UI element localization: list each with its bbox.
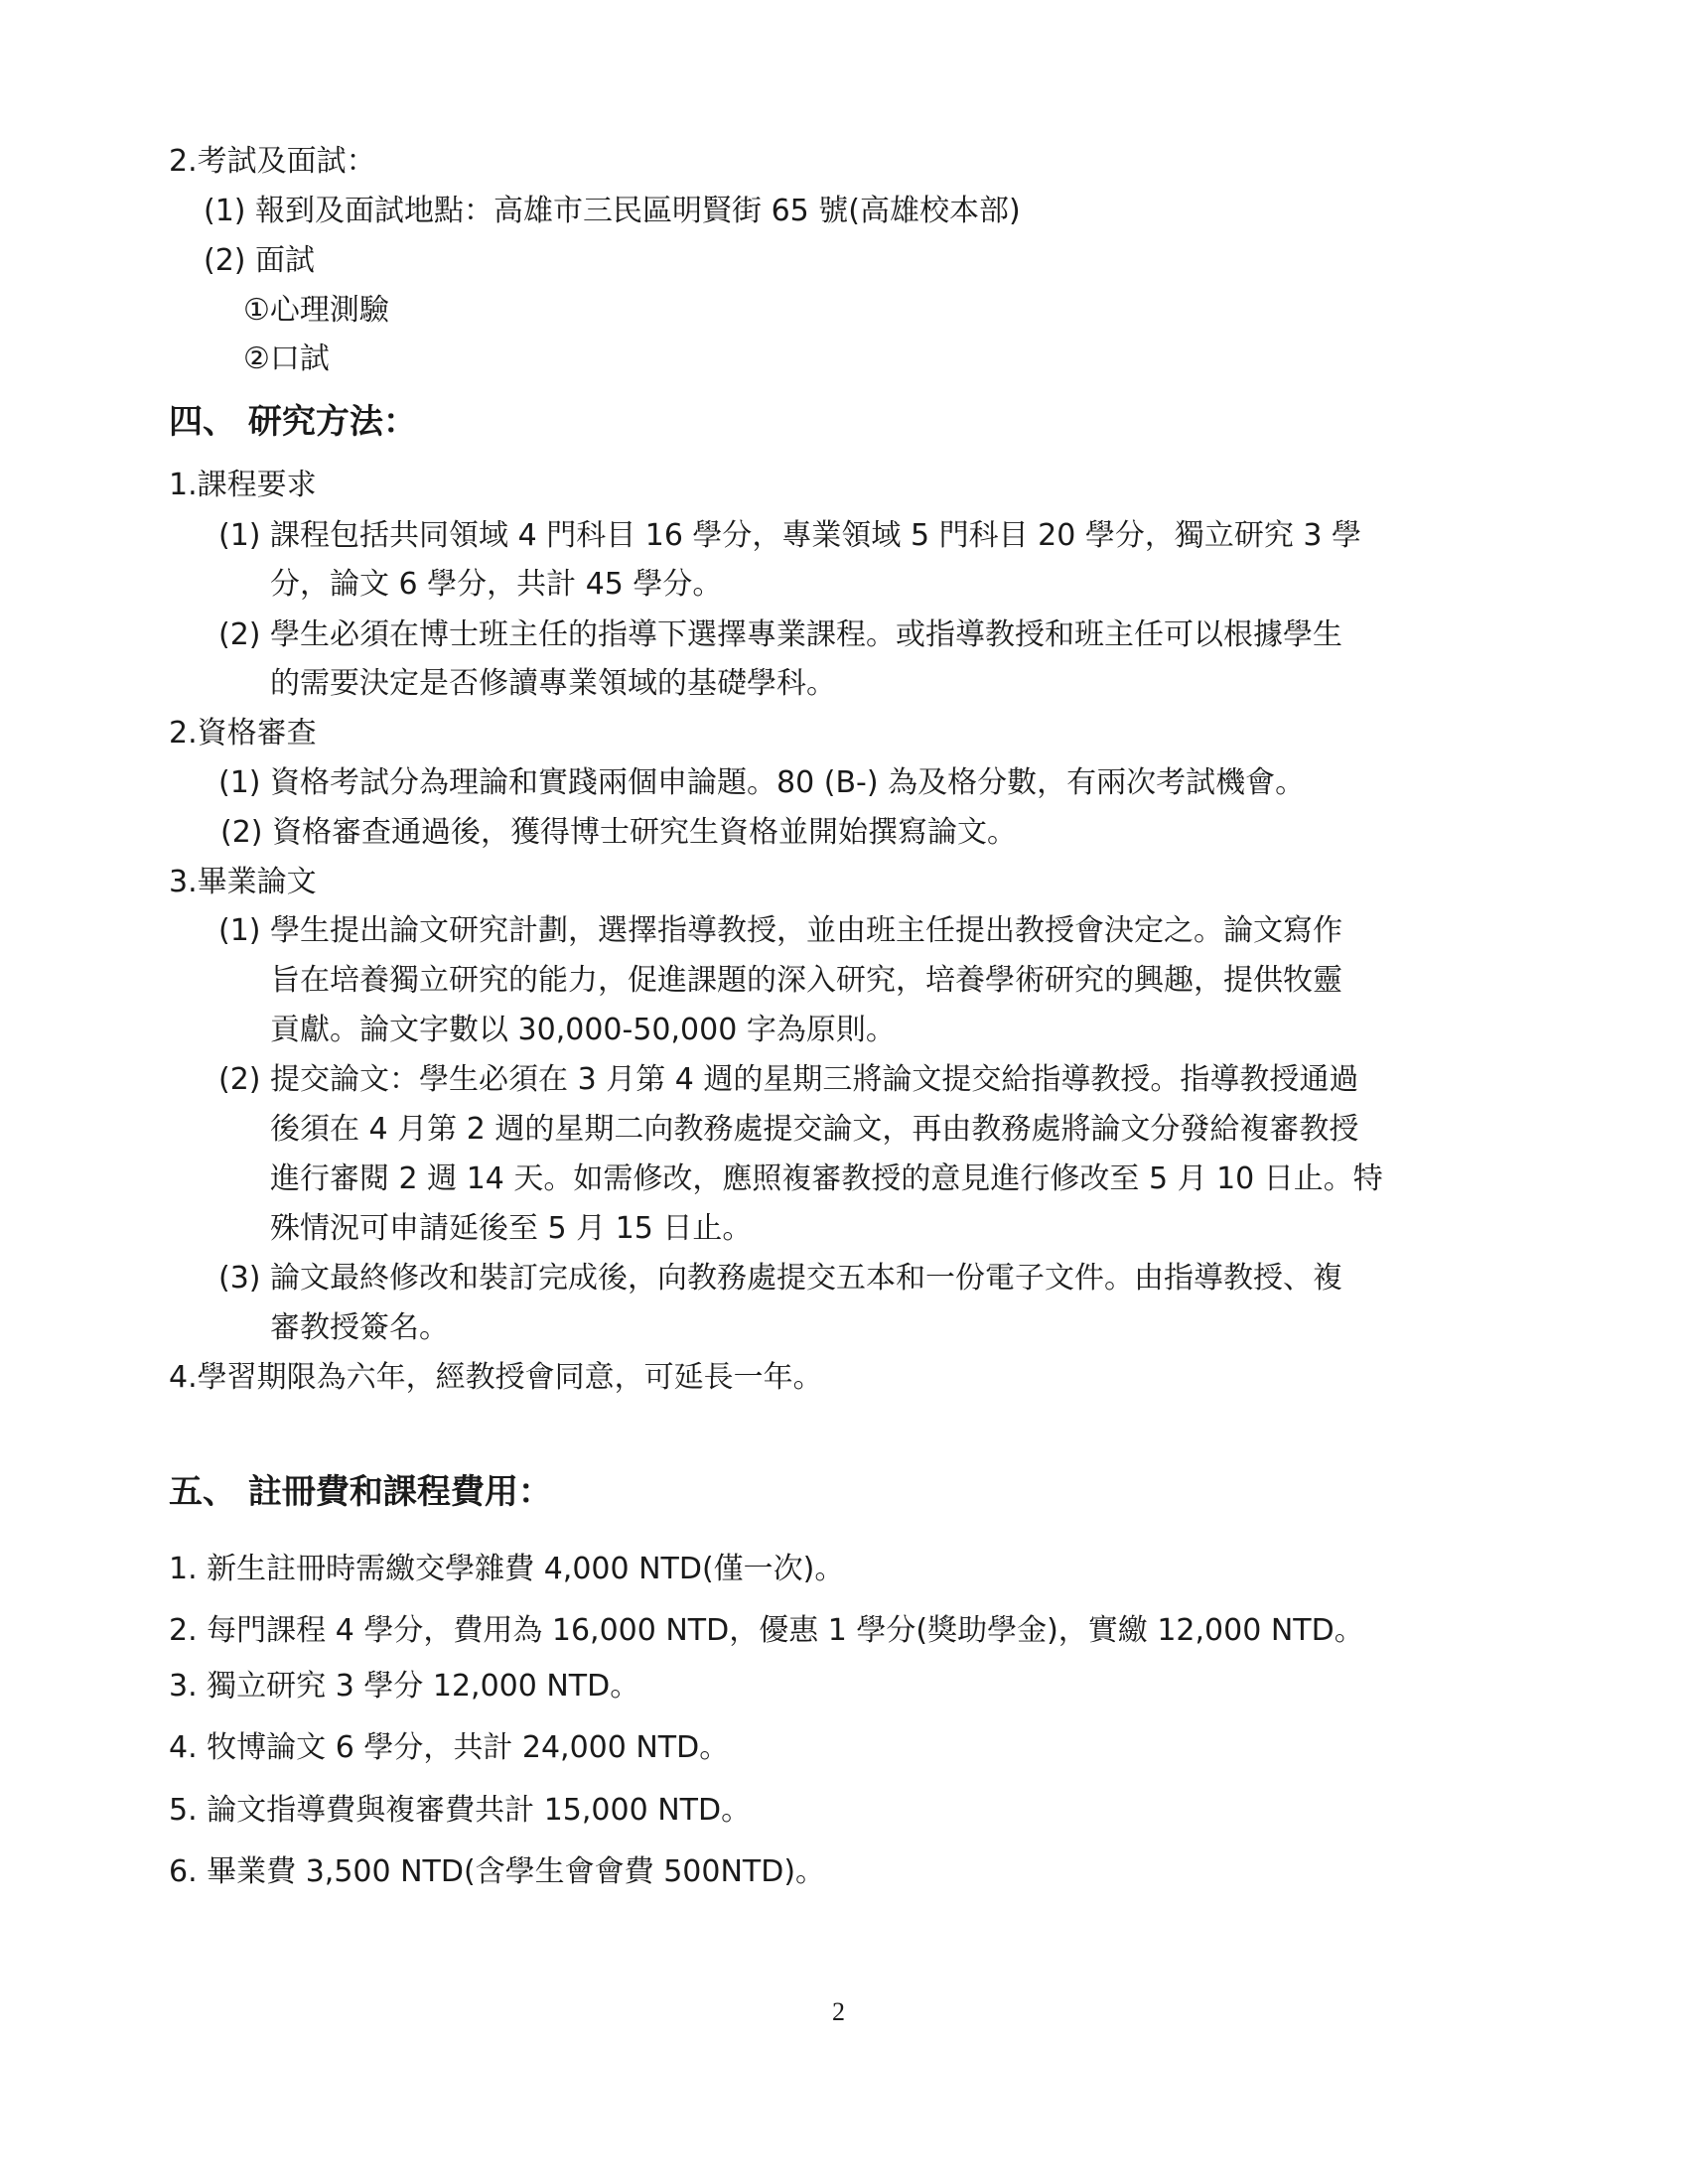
exam-location: (1) 報到及面試地點：高雄市三民區明賢街 65 號(高雄校本部) xyxy=(204,194,1021,228)
qualification-heading: 2.資格審查 xyxy=(169,716,317,751)
fee-item-2: 2. 每門課程 4 學分，費用為 16,000 NTD，優惠 1 學分(獎助學金)，實繳 12,000 NTD。 xyxy=(169,1613,1364,1648)
thesis-item-3-line-1: (3) 論文最終修改和裝訂完成後，向教務處提交五本和一份電子文件。由指導教授、複 xyxy=(218,1261,1343,1296)
thesis-item-1-line-3: 貢獻。論文字數以 30,000-50,000 字為原則。 xyxy=(270,1013,896,1047)
fee-item-4: 4. 牧博論文 6 學分，共計 24,000 NTD。 xyxy=(169,1730,730,1765)
fee-item-5: 5. 論文指導費與複審費共計 15,000 NTD。 xyxy=(169,1793,752,1828)
exam-heading: 2.考試及面試： xyxy=(169,144,376,179)
fee-item-3: 3. 獨立研究 3 學分 12,000 NTD。 xyxy=(169,1669,640,1704)
thesis-item-2-line-4: 殊情況可申請延後至 5 月 15 日止。 xyxy=(270,1211,753,1246)
courses-item-2-line-2: 的需要決定是否修讀專業領域的基礎學科。 xyxy=(270,666,836,701)
thesis-item-2-line-2: 後須在 4 月第 2 週的星期二向教務處提交論文，再由教務處將論文分發給複審教授 xyxy=(270,1112,1359,1147)
courses-item-2-line-1: (2) 學生必須在博士班主任的指導下選擇專業課程。或指導教授和班主任可以根據學生 xyxy=(218,617,1343,652)
thesis-item-2-line-1: (2) 提交論文：學生必須在 3 月第 4 週的星期三將論文提交給指導教授。指導教授通過 xyxy=(218,1062,1359,1097)
courses-item-1-line-2: 分，論文 6 學分，共計 45 學分。 xyxy=(270,567,723,602)
fee-item-6: 6. 畢業費 3,500 NTD(含學生會會費 500NTD)。 xyxy=(169,1854,826,1889)
qualification-item-2: (2) 資格審查通過後，獲得博士研究生資格並開始撰寫論文。 xyxy=(220,815,1018,850)
thesis-item-1-line-1: (1) 學生提出論文研究計劃，選擇指導教授，並由班主任提出教授會決定之。論文寫作 xyxy=(218,913,1343,948)
fee-item-1: 1. 新生註冊時需繳交學雜費 4,000 NTD(僅一次)。 xyxy=(169,1552,845,1586)
courses-heading: 1.課程要求 xyxy=(169,468,317,502)
section-5-title: 五、 註冊費和課程費用： xyxy=(169,1472,552,1512)
exam-interview: (2) 面試 xyxy=(204,243,316,278)
thesis-item-1-line-2: 旨在培養獨立研究的能力，促進課題的深入研究，培養學術研究的興趣，提供牧靈 xyxy=(270,963,1342,998)
thesis-item-3-line-2: 審教授簽名。 xyxy=(270,1310,449,1345)
exam-test-2: ②口試 xyxy=(243,341,330,376)
study-duration: 4.學習期限為六年，經教授會同意，可延長一年。 xyxy=(169,1360,823,1395)
qualification-item-1: (1) 資格考試分為理論和實踐兩個申論題。80 (B-) 為及格分數，有兩次考試機會。 xyxy=(218,765,1306,800)
thesis-heading: 3.畢業論文 xyxy=(169,865,317,899)
exam-test-1: ①心理測驗 xyxy=(243,293,389,328)
page-number: 2 xyxy=(832,1997,845,2026)
section-4-title: 四、 研究方法： xyxy=(169,402,417,442)
courses-item-1-line-1: (1) 課程包括共同領域 4 門科目 16 學分，專業領域 5 門科目 20 學分，獨立研究 3 學 xyxy=(218,518,1361,553)
thesis-item-2-line-3: 進行審閱 2 週 14 天。如需修改，應照複審教授的意見進行修改至 5 月 10 日止。特 xyxy=(270,1161,1383,1196)
